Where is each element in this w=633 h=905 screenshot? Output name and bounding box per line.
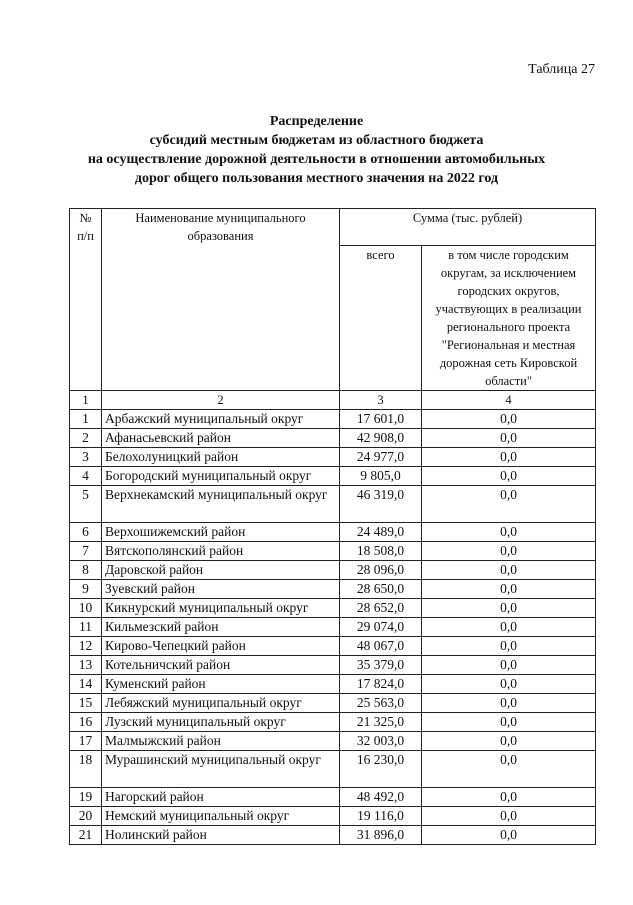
table-row bbox=[70, 618, 596, 637]
row-included-amount: 0,0 bbox=[422, 618, 596, 637]
title-line-3: на осуществление дорожной деятельности в отношении автомобильных bbox=[87, 152, 546, 167]
row-included-amount: 0,0 bbox=[422, 523, 596, 542]
subsidy-distribution-table bbox=[69, 208, 596, 845]
row-municipality-name: Даровской район bbox=[102, 561, 340, 580]
row-total-amount: 32 003,0 bbox=[340, 732, 422, 751]
row-number: 16 bbox=[70, 713, 102, 732]
row-total-amount: 24 977,0 bbox=[340, 448, 422, 467]
row-total-amount: 24 489,0 bbox=[340, 523, 422, 542]
row-number: 15 bbox=[70, 694, 102, 713]
row-municipality-name: Куменский район bbox=[102, 675, 340, 694]
title-line-1: Распределение bbox=[269, 114, 364, 129]
table-row bbox=[70, 675, 596, 694]
table-row bbox=[70, 656, 596, 675]
row-municipality-name: Белохолуницкий район bbox=[102, 448, 340, 467]
row-total-amount: 31 896,0 bbox=[340, 826, 422, 845]
row-number: 14 bbox=[70, 675, 102, 694]
row-number: 18 bbox=[70, 751, 102, 788]
table-row bbox=[70, 580, 596, 599]
table-row bbox=[70, 713, 596, 732]
row-total-amount: 48 492,0 bbox=[340, 788, 422, 807]
table-row bbox=[70, 807, 596, 826]
table-row bbox=[70, 826, 596, 845]
row-included-amount: 0,0 bbox=[422, 732, 596, 751]
row-total-amount: 21 325,0 bbox=[340, 713, 422, 732]
row-total-amount: 17 824,0 bbox=[340, 675, 422, 694]
row-number: 2 bbox=[70, 429, 102, 448]
table-row bbox=[70, 751, 596, 788]
table-row bbox=[70, 448, 596, 467]
row-municipality-name: Нолинский район bbox=[102, 826, 340, 845]
row-included-amount: 0,0 bbox=[422, 599, 596, 618]
row-number: 4 bbox=[70, 467, 102, 486]
row-number: 6 bbox=[70, 523, 102, 542]
row-total-amount: 42 908,0 bbox=[340, 429, 422, 448]
row-included-amount: 0,0 bbox=[422, 713, 596, 732]
table-row bbox=[70, 467, 596, 486]
col-number: 3 bbox=[340, 391, 422, 410]
row-total-amount: 35 379,0 bbox=[340, 656, 422, 675]
row-municipality-name: Арбажский муниципальный округ bbox=[102, 410, 340, 429]
row-number: 17 bbox=[70, 732, 102, 751]
column-number-row bbox=[70, 391, 596, 410]
row-included-amount: 0,0 bbox=[422, 429, 596, 448]
row-number: 5 bbox=[70, 486, 102, 523]
row-number: 19 bbox=[70, 788, 102, 807]
row-number: 11 bbox=[70, 618, 102, 637]
table-row bbox=[70, 429, 596, 448]
table-row bbox=[70, 523, 596, 542]
row-municipality-name: Мурашинский муниципальный округ bbox=[102, 751, 340, 788]
row-included-amount: 0,0 bbox=[422, 542, 596, 561]
row-included-amount: 0,0 bbox=[422, 448, 596, 467]
row-total-amount: 28 096,0 bbox=[340, 561, 422, 580]
table-row bbox=[70, 542, 596, 561]
row-municipality-name: Зуевский район bbox=[102, 580, 340, 599]
row-municipality-name: Лебяжский муниципальный округ bbox=[102, 694, 340, 713]
table-row bbox=[70, 694, 596, 713]
row-municipality-name: Афанасьевский район bbox=[102, 429, 340, 448]
table-row bbox=[70, 599, 596, 618]
header-name: Наименование муниципального образования bbox=[102, 209, 340, 391]
row-included-amount: 0,0 bbox=[422, 580, 596, 599]
row-total-amount: 18 508,0 bbox=[340, 542, 422, 561]
row-total-amount: 19 116,0 bbox=[340, 807, 422, 826]
table-row bbox=[70, 561, 596, 580]
row-number: 3 bbox=[70, 448, 102, 467]
row-included-amount: 0,0 bbox=[422, 788, 596, 807]
col-number: 2 bbox=[102, 391, 340, 410]
row-total-amount: 28 650,0 bbox=[340, 580, 422, 599]
header-sum: Сумма (тыс. рублей) bbox=[340, 209, 596, 246]
row-municipality-name: Малмыжский район bbox=[102, 732, 340, 751]
row-total-amount: 9 805,0 bbox=[340, 467, 422, 486]
row-number: 12 bbox=[70, 637, 102, 656]
table-row bbox=[70, 732, 596, 751]
row-included-amount: 0,0 bbox=[422, 751, 596, 788]
row-total-amount: 17 601,0 bbox=[340, 410, 422, 429]
table-row bbox=[70, 637, 596, 656]
row-municipality-name: Лузский муниципальный округ bbox=[102, 713, 340, 732]
row-included-amount: 0,0 bbox=[422, 410, 596, 429]
row-included-amount: 0,0 bbox=[422, 637, 596, 656]
row-included-amount: 0,0 bbox=[422, 675, 596, 694]
title-line-2: субсидий местным бюджетам из областного бюджета bbox=[149, 133, 484, 148]
row-municipality-name: Нагорский район bbox=[102, 788, 340, 807]
header-row bbox=[70, 209, 596, 246]
row-municipality-name: Верхнекамский муниципальный округ bbox=[102, 486, 340, 523]
document-title bbox=[0, 112, 633, 188]
row-included-amount: 0,0 bbox=[422, 486, 596, 523]
row-total-amount: 16 230,0 bbox=[340, 751, 422, 788]
table-number-label: Таблица 27 bbox=[528, 62, 595, 77]
header-total: всего bbox=[340, 246, 422, 391]
row-municipality-name: Кикнурский муниципальный округ bbox=[102, 599, 340, 618]
row-municipality-name: Немский муниципальный округ bbox=[102, 807, 340, 826]
row-municipality-name: Вятскополянский район bbox=[102, 542, 340, 561]
table-row bbox=[70, 410, 596, 429]
col-number: 1 bbox=[70, 391, 102, 410]
row-total-amount: 29 074,0 bbox=[340, 618, 422, 637]
col-number: 4 bbox=[422, 391, 596, 410]
header-included: в том числе городским округам, за исключением городских округов, участвующих в реализации регионального проекта "Региональная и местная дорожная сеть Кировской области" bbox=[422, 246, 596, 391]
row-municipality-name: Богородский муниципальный округ bbox=[102, 467, 340, 486]
row-number: 13 bbox=[70, 656, 102, 675]
row-number: 9 bbox=[70, 580, 102, 599]
row-total-amount: 28 652,0 bbox=[340, 599, 422, 618]
row-included-amount: 0,0 bbox=[422, 561, 596, 580]
row-total-amount: 25 563,0 bbox=[340, 694, 422, 713]
row-included-amount: 0,0 bbox=[422, 467, 596, 486]
row-municipality-name: Верхошижемский район bbox=[102, 523, 340, 542]
row-municipality-name: Котельничский район bbox=[102, 656, 340, 675]
row-included-amount: 0,0 bbox=[422, 656, 596, 675]
row-municipality-name: Кирово-Чепецкий район bbox=[102, 637, 340, 656]
table-row bbox=[70, 486, 596, 523]
row-included-amount: 0,0 bbox=[422, 826, 596, 845]
row-included-amount: 0,0 bbox=[422, 807, 596, 826]
row-total-amount: 48 067,0 bbox=[340, 637, 422, 656]
row-total-amount: 46 319,0 bbox=[340, 486, 422, 523]
table-row bbox=[70, 788, 596, 807]
title-line-4: дорог общего пользования местного значения на 2022 год bbox=[134, 171, 499, 186]
row-number: 21 bbox=[70, 826, 102, 845]
row-number: 8 bbox=[70, 561, 102, 580]
row-number: 10 bbox=[70, 599, 102, 618]
row-included-amount: 0,0 bbox=[422, 694, 596, 713]
row-number: 7 bbox=[70, 542, 102, 561]
header-num: № п/п bbox=[70, 209, 102, 391]
row-number: 20 bbox=[70, 807, 102, 826]
row-municipality-name: Кильмезский район bbox=[102, 618, 340, 637]
row-number: 1 bbox=[70, 410, 102, 429]
